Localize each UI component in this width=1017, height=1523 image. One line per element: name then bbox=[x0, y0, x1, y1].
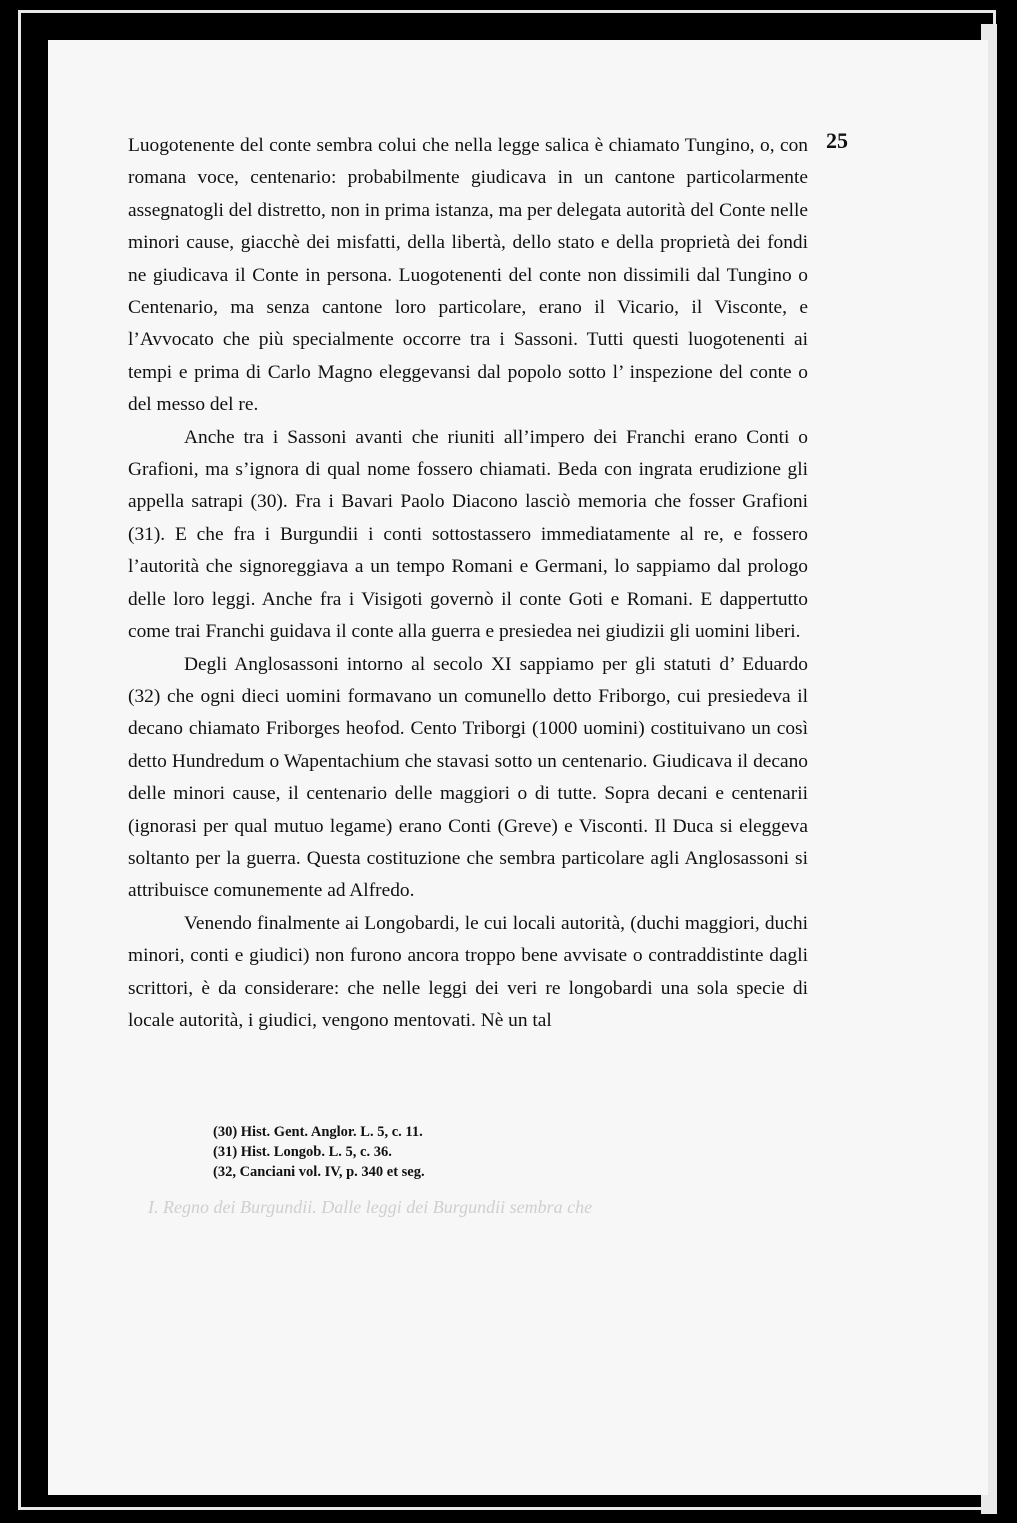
body-text bbox=[128, 130, 808, 1037]
footnote: (31) Hist. Longob. L. 5, c. 36. bbox=[213, 1144, 392, 1160]
footnotes bbox=[213, 1122, 425, 1182]
paragraph: Degli Anglosassoni intorno al secolo XI sappiamo per gli statuti d’ Eduardo (32) che ogni dieci uomini formavano un comunello detto Friborgo, cui presiedeva il decano chiamato Friborges heofod. Cento Triborgi (1000 uomini) costituivano un così detto Hundredum o Wapentachium che stavasi sotto un centenario. Giudicava il decano delle minori cause, il centenario delle maggiori o di tutte. Sopra decani e centenarii (ignorasi per qual mutuo legame) erano Conti (Greve) e Visconti. Il Duca si eleggeva soltanto per la guerra. Questa costituzione che sembra particolare agli Anglosassoni si attribuisce comunemente ad Alfredo. bbox=[128, 653, 808, 902]
paragraph: Luogotenente del conte sembra colui che nella legge salica è chiamato Tungino, o, con romana voce, centenario: probabilmente giudicava in un cantone particolarmente assegnatogli del distretto, non in prima istanza, ma per delegata autorità del Conte nelle minori cause, giacchè dei misfatti, della libertà, dello stato e della proprietà dei fondi ne giudicava il Conte in persona. Luogotenenti del conte non dissimili dal Tungino o Centenario, ma senza cantone loro particolare, erano il Vicario, il Visconte, e l’Avvocato che più specialmente occorre tra i Sassoni. Tutti questi luogotenenti ai tempi e prima di Carlo Magno eleggevansi dal popolo sotto l’ inspezione del conte o del messo del re. bbox=[128, 135, 808, 416]
page-number: 25 bbox=[826, 128, 848, 153]
footnote: (30) Hist. Gent. Anglor. L. 5, c. 11. bbox=[213, 1124, 423, 1140]
bleed-through-text: I. Regno dei Burgundii. Dalle leggi dei Burgundii sembra che bbox=[148, 1197, 593, 1217]
footnote: (32, Canciani vol. IV, p. 340 et seg. bbox=[213, 1164, 425, 1180]
paragraph: Venendo finalmente ai Longobardi, le cui locali autorità, (duchi maggiori, duchi minori, conti e giudici) non furono ancora troppo bene avvisate o contraddistinte dagli scrittori, è da considerare: che nelle leggi dei veri re longobardi una sola specie di locale autorità, i giudici, vengono mentovati. Nè un tal bbox=[128, 912, 808, 1031]
paragraph: Anche tra i Sassoni avanti che riuniti all’impero dei Franchi erano Conti o Grafioni, ma s’ignora di qual nome fossero chiamati. Beda con ingrata erudizione gli appella satrapi (30). Fra i Bavari Paolo Diacono lasciò memoria che fosser Grafioni (31). E che fra i Burgundii i conti sottostassero immediatamente al re, e fossero l’autorità che signoreggiava a un tempo Romani e Germani, lo sappiamo dal prologo delle loro leggi. Anche fra i Visigoti governò il conte Goti e Romani. E dappertutto come trai Franchi guidava il conte alla guerra e presiedea nei giudizii gli uomini liberi. bbox=[128, 426, 808, 643]
book-page bbox=[48, 40, 988, 1495]
